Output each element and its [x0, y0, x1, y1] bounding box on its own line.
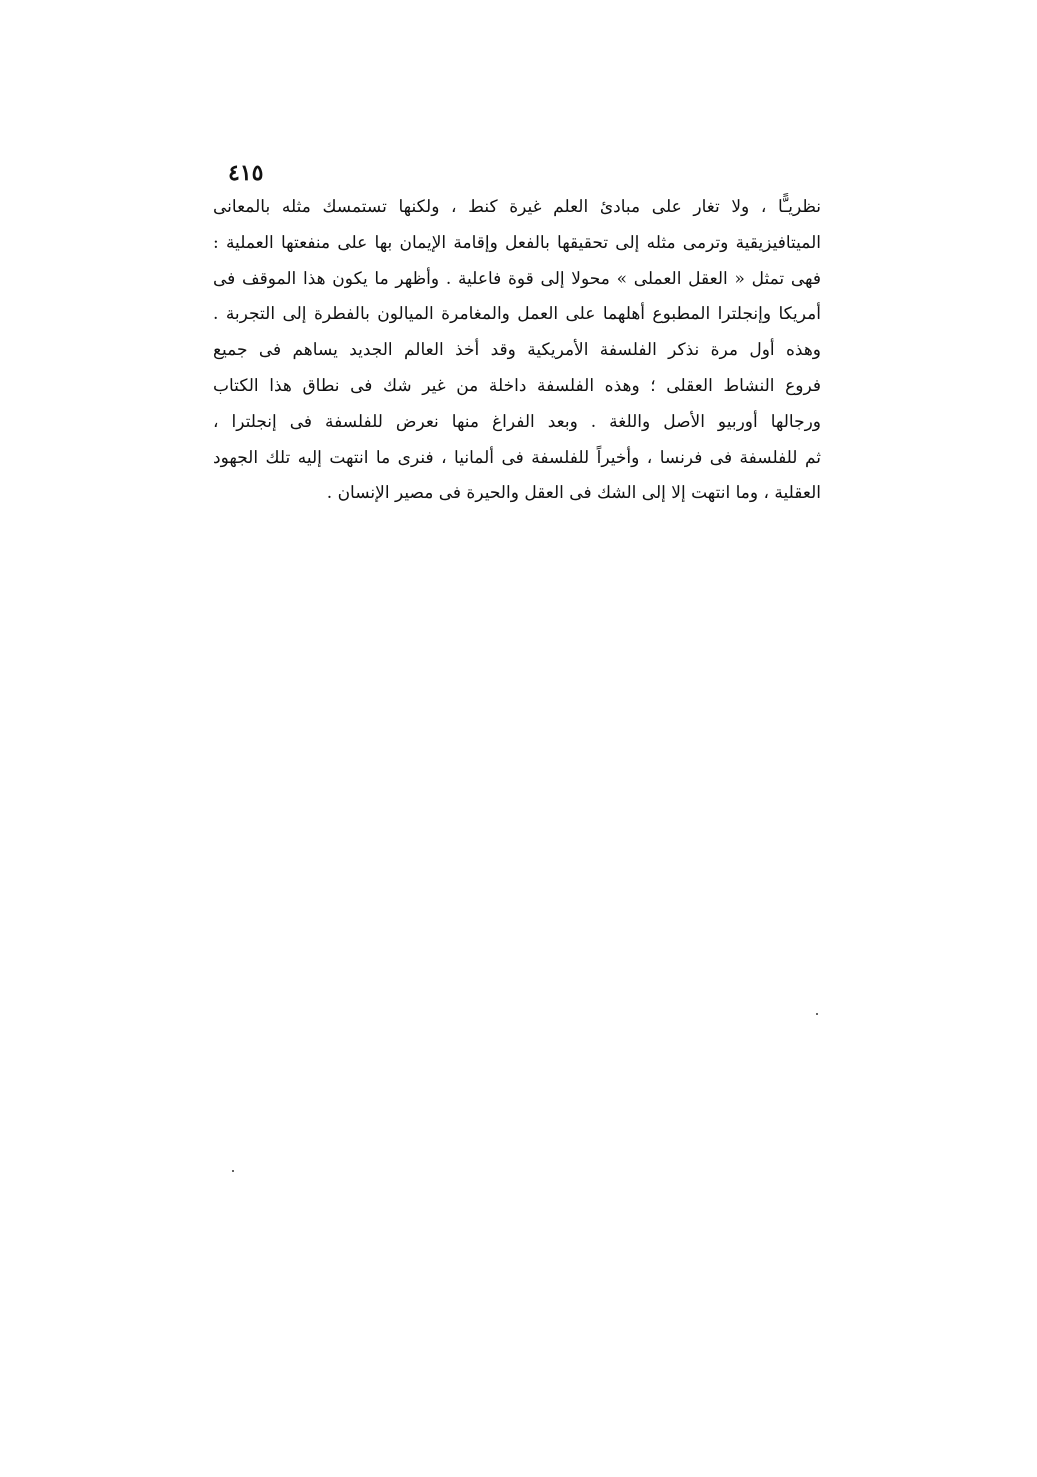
text-line: فروع النشاط العقلى ؛ وهذه الفلسفة داخلة من غير شك فى نطاق هذا الكتاب — [213, 375, 821, 396]
text-line: ثم للفلسفة فى فرنسا ، وأخيراً للفلسفة فى ألمانيا ، فنرى ما انتهت إليه تلك الجهود — [213, 447, 821, 468]
text-line: نظريـًّا ، ولا تغار على مبادئ العلم غيرة كنط ، ولكنها تستمسك مثله بالمعانى — [213, 197, 821, 217]
text-line: العقلية ، وما انتهت إلا إلى الشك فى العقل والحيرة فى مصير الإنسان . — [326, 483, 821, 504]
text-line: وهذه أول مرة نذكر الفلسفة الأمريكية وقد أخذ العالم الجديد يساهم فى جميع — [213, 340, 821, 361]
page-number: ٤١٥ — [228, 160, 264, 186]
body-text — [213, 190, 821, 512]
scan-speck — [232, 1170, 234, 1172]
text-line: ورجالها أوربيو الأصل واللغة . وبعد الفراغ منها نعرض للفلسفة فى إنجلترا ، — [213, 411, 821, 432]
text-line: الميتافيزيقية وترمى مثله إلى تحقيقها بالفعل وإقامة الإيمان بها على منفعتها العملية : — [213, 232, 821, 253]
text-line: فهى تمثل « العقل العملى » محولا إلى قوة فاعلية . وأظهر ما يكون هذا الموقف فى — [213, 268, 821, 289]
scan-speck — [816, 1013, 818, 1015]
text-line: أمريكا وإنجلترا المطبوع أهلهما على العمل والمغامرة الميالون بالفطرة إلى التجربة . — [213, 304, 821, 325]
